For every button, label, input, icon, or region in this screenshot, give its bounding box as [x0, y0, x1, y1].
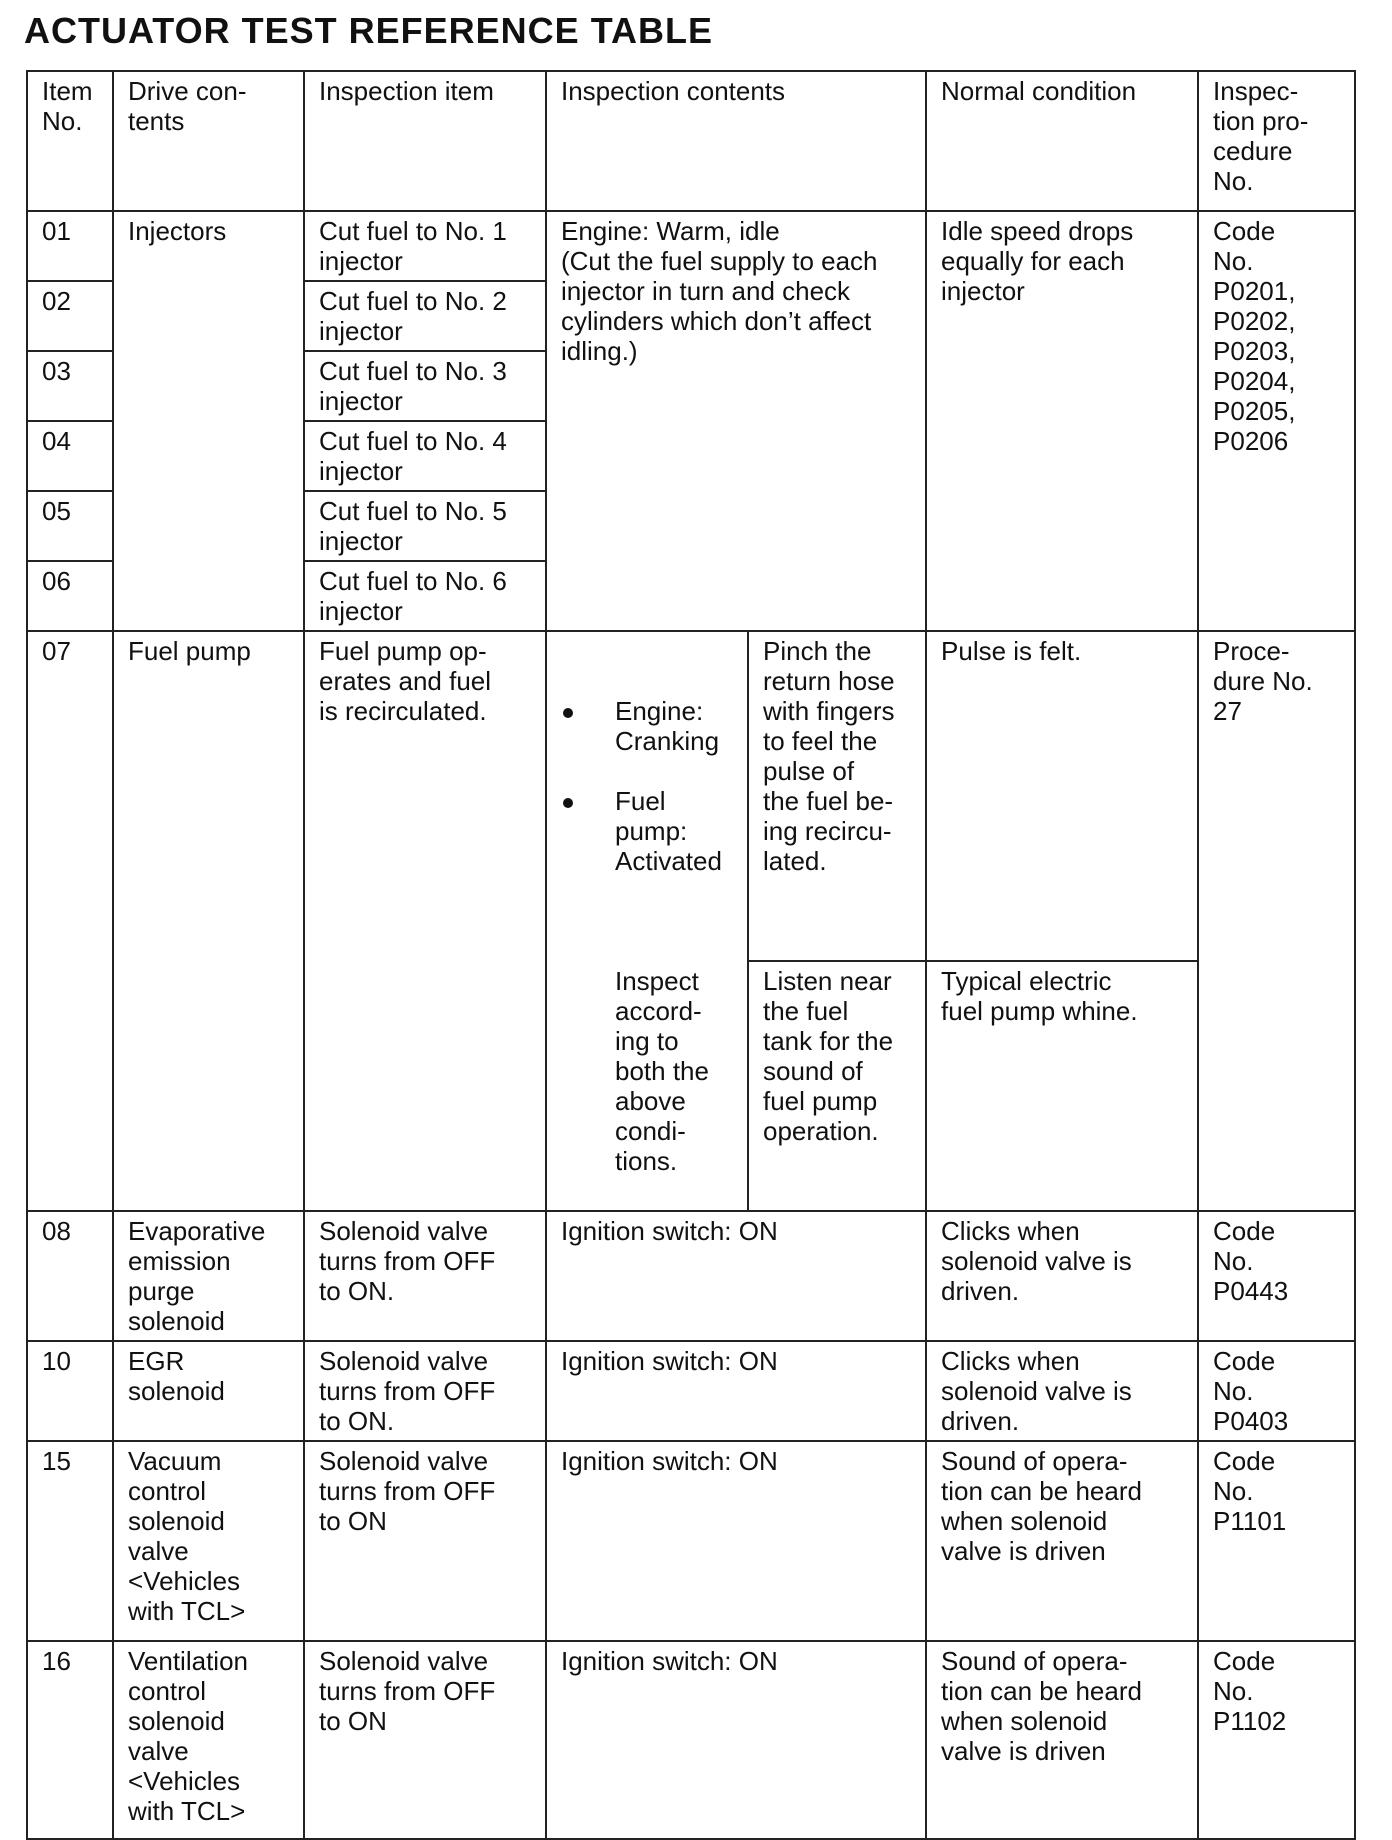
- header-drive-contents: Drive con- tents: [113, 71, 304, 211]
- inspection-item: Cut fuel to No. 6 injector: [304, 561, 546, 631]
- bullet-dot-icon: [563, 708, 573, 718]
- drive-contents: Injectors: [113, 211, 304, 631]
- table-row: [27, 211, 1355, 281]
- inspection-item: Solenoid valve turns from OFF to ON.: [304, 1211, 546, 1341]
- inspection-item: Solenoid valve turns from OFF to ON: [304, 1441, 546, 1641]
- item-no: 03: [27, 351, 113, 421]
- reference-table-wrapper: [26, 70, 1356, 1840]
- condition-bullet: [561, 696, 735, 756]
- normal-condition: Pulse is felt.: [926, 631, 1198, 961]
- procedure-no: Code No. P0443: [1198, 1211, 1355, 1341]
- check-method: Pinch the return hose with fingers to feel the pulse of the fuel be- ing recircu- lated.: [748, 631, 926, 961]
- normal-condition: Sound of opera- tion can be heard when solenoid valve is driven: [926, 1441, 1198, 1641]
- header-item-no: Item No.: [27, 71, 113, 211]
- condition-text: Engine: Cranking: [615, 696, 720, 756]
- procedure-no: Proce- dure No. 27: [1198, 631, 1355, 1211]
- item-no: 02: [27, 281, 113, 351]
- inspection-item: Fuel pump op- erates and fuel is recirculated.: [304, 631, 546, 1211]
- header-inspection-item: Inspection item: [304, 71, 546, 211]
- condition-note: Inspect accord- ing to both the above c​ondi- tions.: [615, 966, 709, 1176]
- table-row: [27, 1641, 1355, 1839]
- condition-list: [561, 666, 735, 906]
- header-row: [27, 71, 1355, 211]
- item-no: 08: [27, 1211, 113, 1341]
- procedure-no: Code No. P1102: [1198, 1641, 1355, 1839]
- inspection-item: Cut fuel to No. 4 injector: [304, 421, 546, 491]
- normal-condition: Clicks when solenoid valve is driven.: [926, 1341, 1198, 1441]
- table-row: [27, 1341, 1355, 1441]
- item-no: 06: [27, 561, 113, 631]
- item-no: 07: [27, 631, 113, 1211]
- procedure-no: Code No. P0201, P0202, P0203, P0204, P0205, P0206: [1198, 211, 1355, 631]
- actuator-test-table: [26, 70, 1356, 1840]
- normal-condition: Typical electric fuel pump whine.: [926, 961, 1198, 1211]
- normal-condition: Sound of opera- tion can be heard when solenoid valve is driven: [926, 1641, 1198, 1839]
- inspection-item: Cut fuel to No. 3 injector: [304, 351, 546, 421]
- header-normal-condition: Normal condition: [926, 71, 1198, 211]
- inspection-contents: Ignition switch: ON: [546, 1441, 926, 1641]
- inspection-item: Cut fuel to No. 5 injector: [304, 491, 546, 561]
- inspection-item: Solenoid valve turns from OFF to ON.: [304, 1341, 546, 1441]
- procedure-no: Code No. P1101: [1198, 1441, 1355, 1641]
- item-no: 16: [27, 1641, 113, 1839]
- item-no: 05: [27, 491, 113, 561]
- fuel-pump-conditions: [546, 631, 748, 1211]
- item-no: 10: [27, 1341, 113, 1441]
- page-title: ACTUATOR TEST REFERENCE TABLE: [24, 10, 714, 51]
- item-no: 15: [27, 1441, 113, 1641]
- inspection-contents: Ignition switch: ON: [546, 1341, 926, 1441]
- condition-text: Fuel pump: Activated: [615, 786, 722, 876]
- drive-contents: Fuel pump: [113, 631, 304, 1211]
- bullet-dot-icon: [563, 798, 573, 808]
- header-inspection-contents: Inspection contents: [546, 71, 926, 211]
- table-row: [27, 631, 1355, 961]
- inspection-item: Cut fuel to No. 1 injector: [304, 211, 546, 281]
- drive-contents: EGR solenoid: [113, 1341, 304, 1441]
- inspection-item: Cut fuel to No. 2 injector: [304, 281, 546, 351]
- item-no: 01: [27, 211, 113, 281]
- normal-condition: Clicks when solenoid valve is driven.: [926, 1211, 1198, 1341]
- inspection-contents: Ignition switch: ON: [546, 1641, 926, 1839]
- check-method: Listen near the fuel tank for the sound of fuel pump operation.: [748, 961, 926, 1211]
- condition-bullet: [561, 786, 735, 876]
- inspection-item: Solenoid valve turns from OFF to ON: [304, 1641, 546, 1839]
- header-procedure-no: Inspec- tion pro- cedure No.: [1198, 71, 1355, 211]
- normal-condition: Idle speed drops equally for each injector: [926, 211, 1198, 631]
- drive-contents: Ventilation control solenoid valve <Vehicles with TCL>: [113, 1641, 304, 1839]
- procedure-no: Code No. P0403: [1198, 1341, 1355, 1441]
- inspection-contents: Ignition switch: ON: [546, 1211, 926, 1341]
- item-no: 04: [27, 421, 113, 491]
- drive-contents: Evaporative emission purge solenoid: [113, 1211, 304, 1341]
- drive-contents: Vacuum control solenoid valve <Vehicles with TCL>: [113, 1441, 304, 1641]
- inspection-contents: Engine: Warm, idle (Cut the fuel supply to each injector in turn and check cylinders which don’t affect idling.): [546, 211, 926, 631]
- table-row: [27, 1211, 1355, 1341]
- table-row: [27, 1441, 1355, 1641]
